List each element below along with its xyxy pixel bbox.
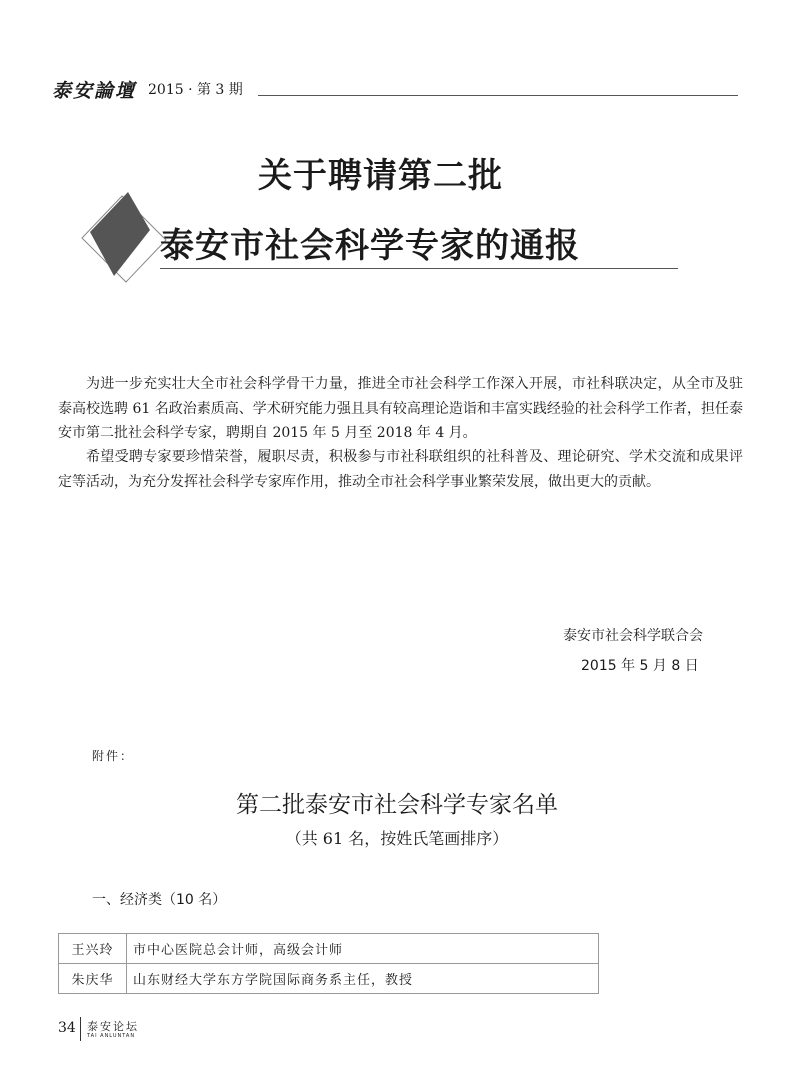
title-line-2: 泰安市社会科学专家的通报 [160,226,580,266]
title-rule [160,268,678,269]
table-row [59,934,599,964]
diamond-decoration-icon [70,188,170,288]
body-paragraph: 希望受聘专家要珍惜荣誉，履职尽责，积极参与市社科联组织的社科普及、理论研究、学术交流和成果评定等活动，为充分发挥社会科学专家库作用，推动全市社会科学事业繁荣发展，做出更大的贡献。 [58,449,743,490]
expert-table [58,933,599,994]
expert-name: 朱庆华 [59,964,127,994]
issue-label: 2015 · 第 3 期 [148,82,243,98]
list-title: 第二批泰安市社会科学专家名单 [236,792,558,818]
page-number: 34 [58,1020,76,1036]
expert-description: 山东财经大学东方学院国际商务系主任，教授 [127,964,599,994]
expert-name: 王兴玲 [59,934,127,964]
title-line-1: 关于聘请第二批 [258,156,503,196]
body-paragraph: 为进一步充实壮大全市社会科学骨干力量，推进全市社会科学工作深入开展，市社科联决定，从全市及驻泰高校选聘 61 名政治素质高、学术研究能力强且具有较高理论造诣和丰富实践经验的社会科学工作者，担任泰安市第二批社会科学专家，聘期自 2015 年 5 月至 2018 年 4 月。 [58,376,743,441]
signature-organization: 泰安市社会科学联合会 [563,628,703,644]
footer-journal-pinyin: TAI ANLUNTAN [87,1033,136,1039]
journal-logo-text: 泰安論壇 [52,80,137,102]
header-rule [258,95,738,96]
footer-journal-name: 泰安论坛 [87,1020,139,1033]
signature-date: 2015 年 5 月 8 日 [581,658,699,674]
footer-divider [80,1017,81,1041]
list-subtitle: （共 61 名，按姓氏笔画排序） [285,829,509,848]
expert-description: 市中心医院总会计师，高级会计师 [127,934,599,964]
attachment-label: 附件： [92,749,135,763]
section-heading: 一、经济类（10 名） [92,892,227,908]
table-row [59,964,599,994]
